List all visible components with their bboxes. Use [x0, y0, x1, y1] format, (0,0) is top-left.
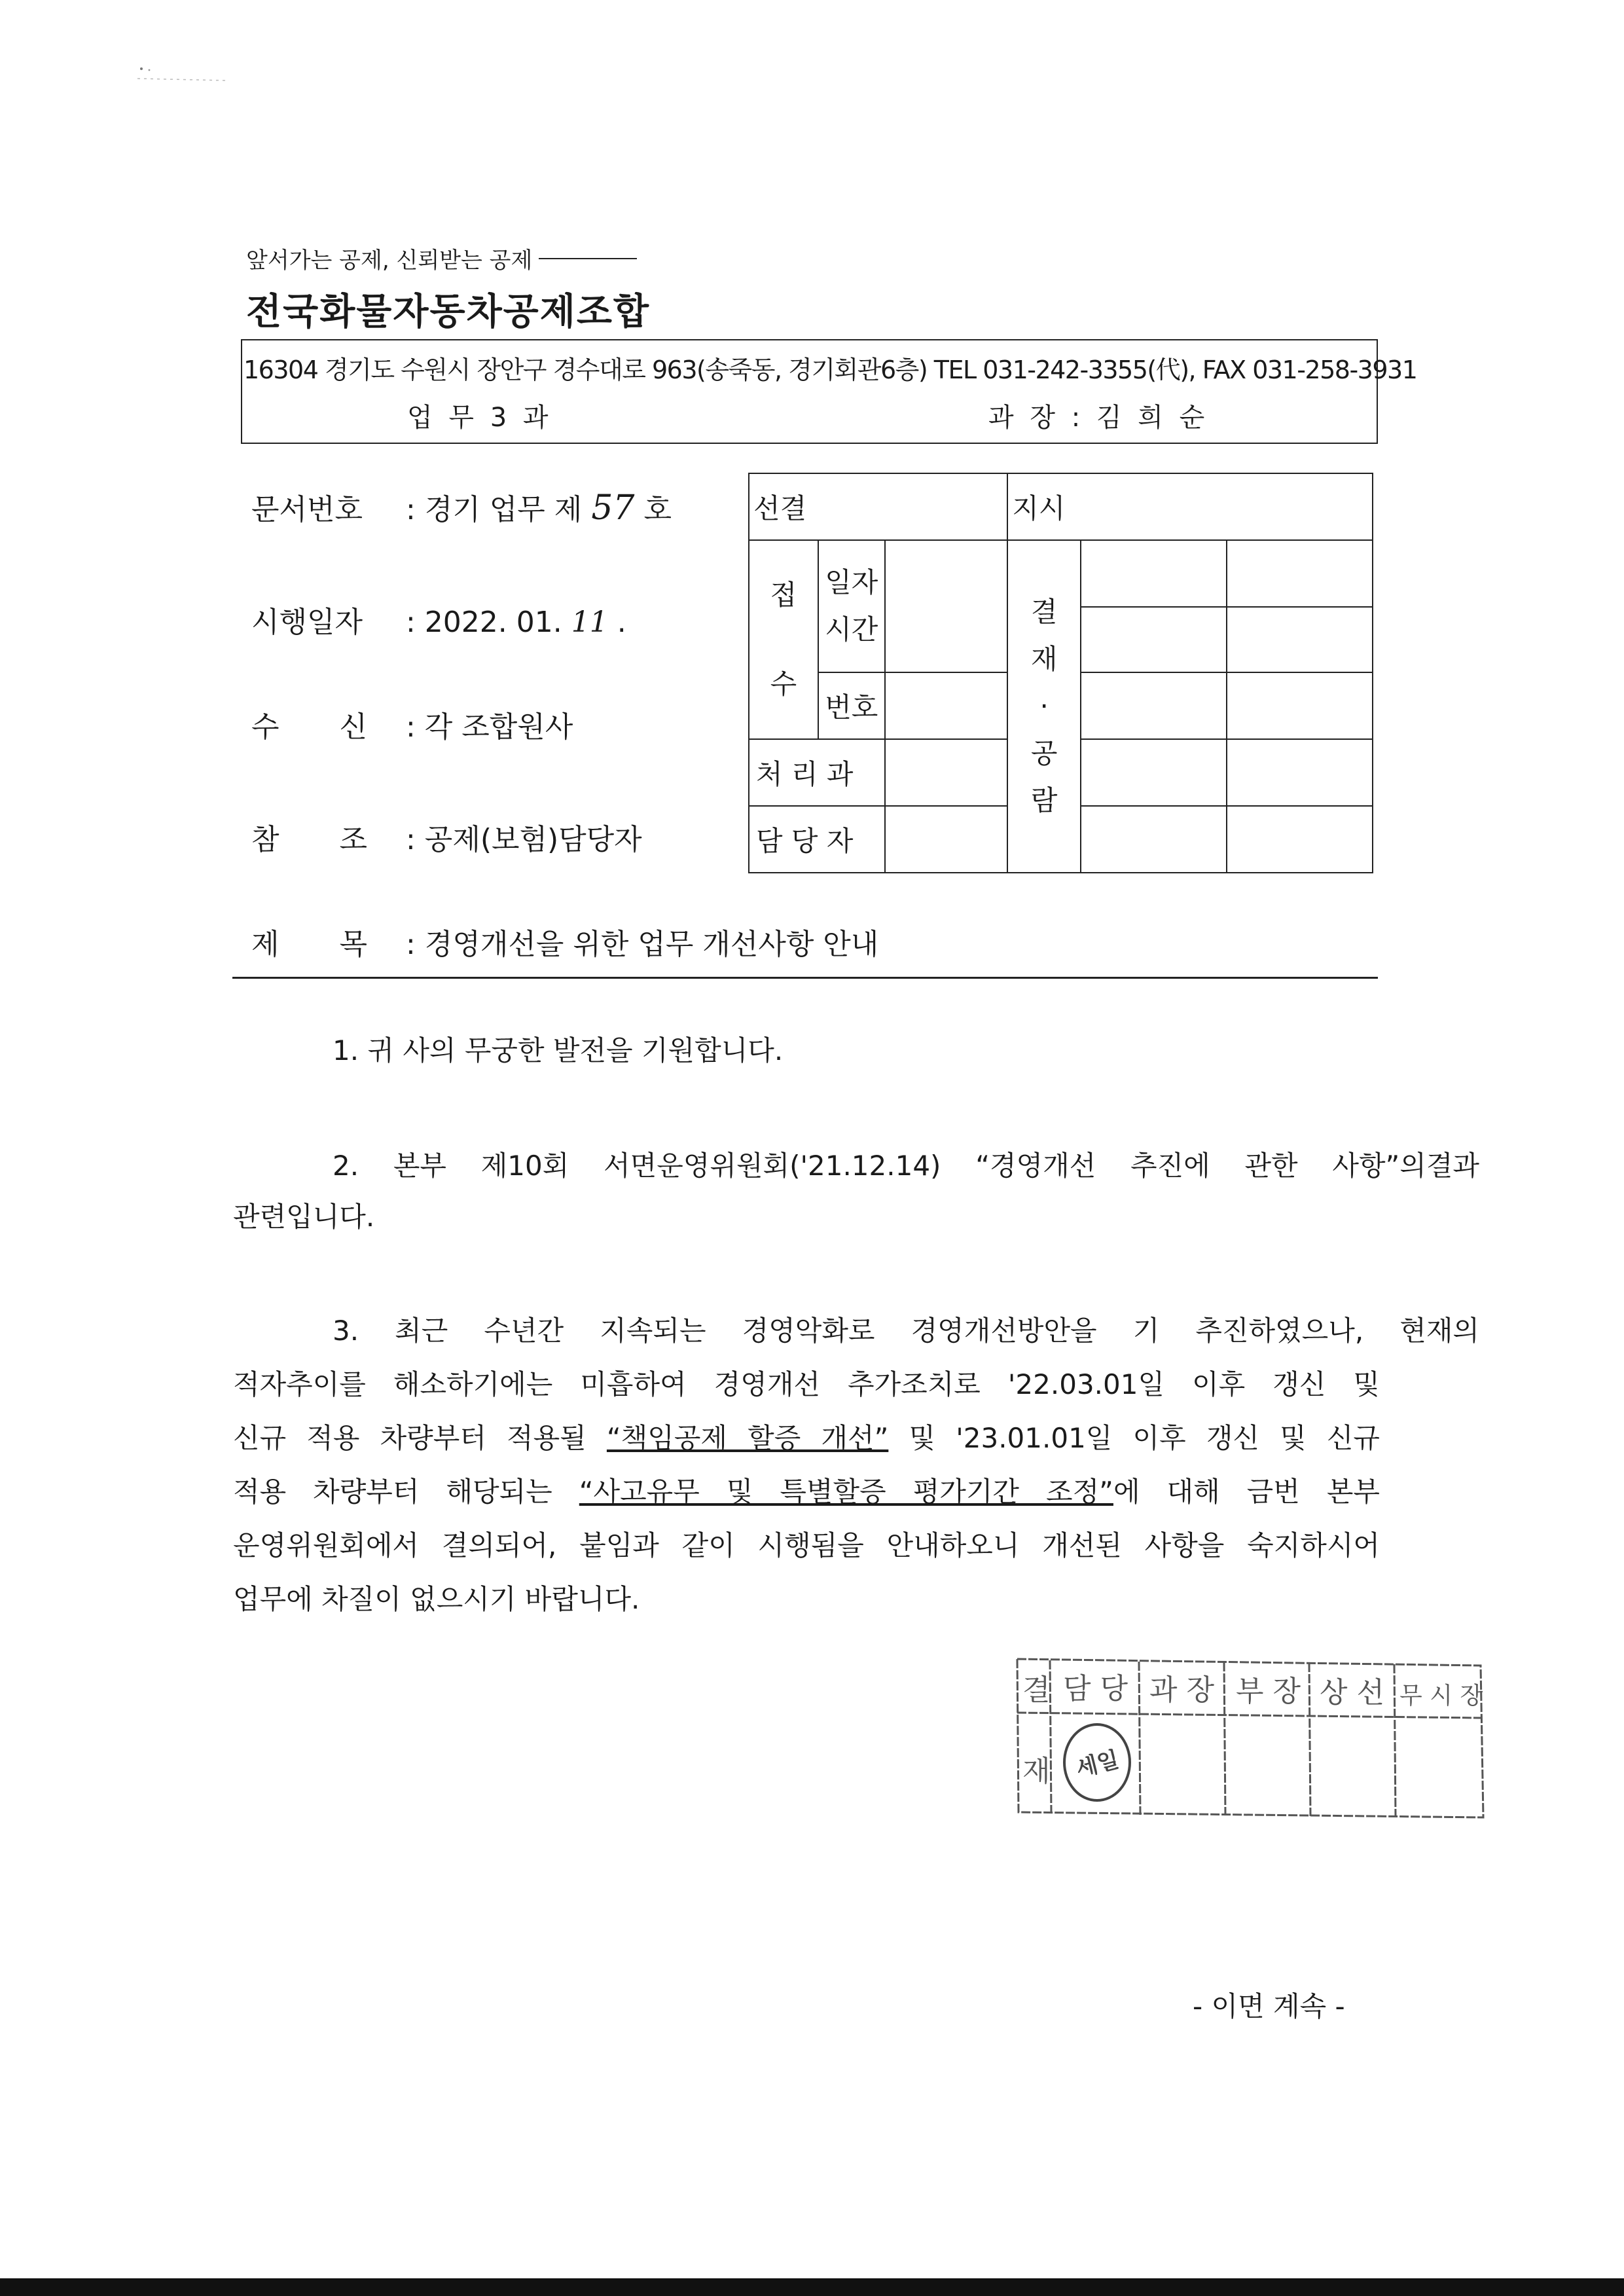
stamp-col3: 부 장	[1236, 1675, 1301, 1708]
docno-number: 57	[591, 488, 635, 528]
header-divider	[232, 977, 1378, 979]
docno-suffix: 호	[643, 493, 672, 526]
person-in-charge-label-cell	[749, 806, 885, 873]
seal-text: 세일	[1074, 1746, 1122, 1783]
paragraph-3-line-1: 3. 최근 수년간 지속되는 경영악화로 경영개선방안을 기 추진하였으나, 현재의	[333, 1315, 1479, 1347]
approval-vertical-cell	[1007, 540, 1081, 873]
date-label: 시행일자	[251, 606, 363, 639]
person-in-charge-value-cell	[885, 806, 1008, 873]
recipient-value: : 각 조합원사	[406, 710, 573, 744]
approval-box	[1081, 672, 1226, 739]
paragraph-2-line-2: 관련입니다.	[233, 1201, 375, 1233]
continued-on-back: - 이면 계속 -	[1193, 1990, 1345, 2022]
approval-char-4: 람	[1030, 784, 1058, 816]
date-day: 11	[571, 606, 608, 639]
number-label: 번호	[825, 691, 878, 723]
prior-approval-label: 선결	[753, 492, 807, 524]
p3-line3-end: 및 '23.01.01일 이후 갱신 및 신규	[888, 1422, 1380, 1454]
recipient-field	[251, 703, 573, 745]
paragraph-3-line-4	[233, 1465, 1380, 1519]
organization-name: 전국화물자동차공제조합	[246, 291, 651, 333]
approval-box	[1227, 806, 1373, 873]
approval-box	[1227, 607, 1373, 672]
evaluation-period-adjustment: “사고유무 및 특별할증 평가기간 조정”	[579, 1476, 1113, 1508]
slogan-text: 앞서가는 공제, 신뢰받는 공제	[246, 247, 533, 274]
instruction-label: 지시	[1012, 492, 1066, 524]
approval-box	[1227, 672, 1373, 739]
approval-box	[1081, 607, 1226, 672]
slogan-rule	[539, 258, 637, 259]
paragraph-3-line-6: 업무에 차질이 없으시기 바랍니다.	[233, 1583, 640, 1615]
approval-char-1: 결	[1030, 596, 1058, 628]
approval-box	[1081, 540, 1226, 607]
instruction-cell	[1007, 473, 1373, 540]
approval-stamp	[1015, 1656, 1486, 1820]
approval-box	[1227, 739, 1373, 806]
subject-label: 제 목	[251, 928, 367, 961]
reference-value: : 공제(보험)담당자	[406, 823, 642, 856]
stamp-col5: 무 시 장	[1399, 1683, 1483, 1709]
receipt-char-2: 수	[770, 668, 797, 700]
section-chief: 과 장 : 김 희 순	[988, 403, 1209, 433]
stamp-col2: 과 장	[1149, 1673, 1214, 1707]
receipt-cell	[749, 540, 818, 739]
docno-prefix: : 경기 업무 제	[406, 493, 583, 526]
address-line: 16304 경기도 수원시 장안구 경수대로 963(송죽동, 경기회관6층) TEL 031-242-3355(代), FAX 031-258-3931	[244, 355, 1417, 384]
paragraph-1: 1. 귀 사의 무궁한 발전을 기원합니다.	[333, 1034, 784, 1066]
number-label-cell	[818, 672, 885, 739]
p3-line3-start: 신규 적용 차량부터 적용될	[233, 1422, 607, 1454]
approval-box	[1081, 806, 1226, 873]
liability-surcharge-improvement: “책임공제 할증 개선”	[606, 1422, 889, 1454]
date-label-cell: 일자	[825, 566, 878, 598]
stamp-col0: 결	[1022, 1673, 1051, 1707]
subject-field	[251, 920, 878, 962]
approval-char-2: 재	[1030, 643, 1058, 675]
paragraph-3-line-3	[233, 1412, 1380, 1465]
receipt-char-1: 접	[770, 579, 797, 611]
approval-char-3: 공	[1030, 737, 1058, 769]
number-value-cell	[885, 672, 1008, 739]
person-in-charge-label: 담 당 자	[756, 825, 854, 857]
slogan	[246, 242, 637, 274]
stamp-col0b: 재	[1022, 1755, 1051, 1788]
docno-label: 문서번호	[251, 493, 363, 526]
stamp-col4: 상 선	[1320, 1676, 1384, 1709]
prior-approval-cell	[749, 473, 1007, 540]
department: 업 무 3 과	[407, 403, 552, 433]
reference-label: 참 조	[251, 823, 367, 856]
subject-value: : 경영개선을 위한 업무 개선사항 안내	[406, 928, 879, 961]
approval-char-dot: ·	[1039, 690, 1049, 722]
approval-box	[1227, 540, 1373, 607]
stamp-col1: 담 당	[1063, 1672, 1128, 1705]
reference-field	[251, 816, 642, 858]
scan-bottom-edge	[0, 2278, 1624, 2296]
datetime-value-cell	[885, 540, 1008, 672]
recipient-label: 수 신	[251, 710, 367, 744]
p3-line4-end: 에 대해 금번 본부	[1113, 1476, 1380, 1508]
scan-smudge	[131, 62, 236, 88]
p3-line4-start: 적용 차량부터 해당되는	[233, 1476, 579, 1508]
processing-dept-label: 처 리 과	[756, 758, 854, 790]
paragraph-2-line-1: 2. 본부 제10회 서면운영위원회('21.12.14) “경영개선 추진에 관한 사항”의결과	[333, 1150, 1479, 1182]
processing-dept-value-cell	[885, 739, 1008, 806]
processing-dept-label-cell	[749, 739, 885, 806]
datetime-label-cell	[818, 540, 885, 672]
docno-field	[251, 486, 672, 528]
date-field	[251, 598, 626, 640]
approval-table	[748, 473, 1373, 873]
date-suffix: .	[617, 606, 626, 639]
personal-seal	[1064, 1724, 1130, 1800]
date-prefix: : 2022. 01.	[406, 606, 562, 639]
paragraph-3-line-2: 적자추이를 해소하기에는 미흡하여 경영개선 추가조치로 '22.03.01일 이후 갱신 및	[233, 1368, 1380, 1400]
paragraph-3-line-5: 운영위원회에서 결의되어, 붙임과 같이 시행됨을 안내하오니 개선된 사항을 숙지하시어	[233, 1529, 1380, 1561]
time-label-cell: 시간	[825, 613, 878, 646]
approval-box	[1081, 739, 1226, 806]
